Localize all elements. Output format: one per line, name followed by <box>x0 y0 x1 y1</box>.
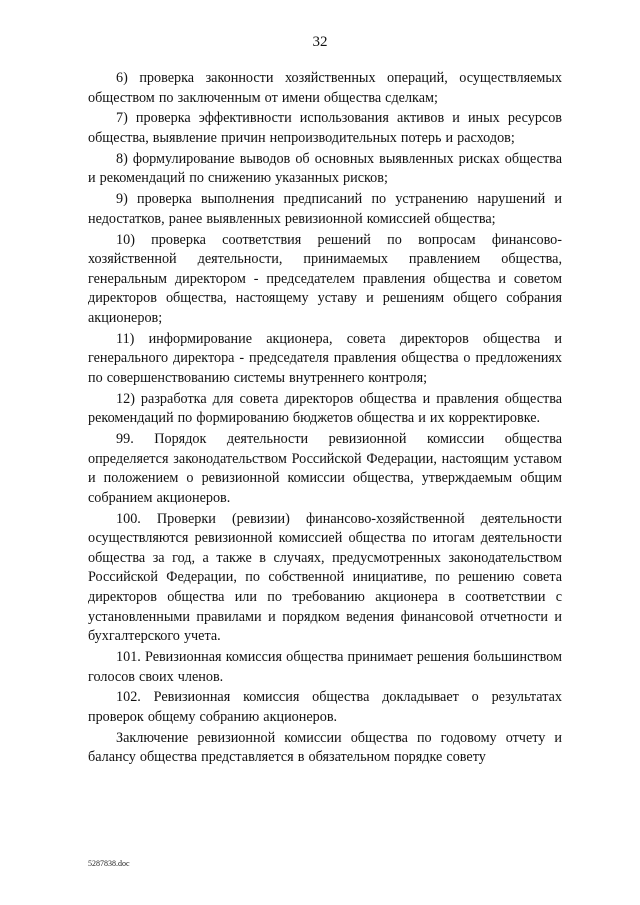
paragraph-item-11: 11) информирование акционера, совета директоров общества и генерального директора - председателя правления общества о предложениях по совершенствованию системы внутреннего контроля; <box>88 330 562 386</box>
paragraph-item-8: 8) формулирование выводов об основных выявленных рисках общества и рекомендаций по снижению указанных рисков; <box>88 150 562 187</box>
paragraph-section-101: 101. Ревизионная комиссия общества принимает решения большинством голосов своих членов. <box>88 648 562 685</box>
footer-filename: 5287838.doc <box>88 859 130 868</box>
paragraph-item-12: 12) разработка для совета директоров общества и правления общества рекомендаций по формированию бюджетов общества и их корректировке. <box>88 390 562 427</box>
paragraph-item-7: 7) проверка эффективности использования активов и иных ресурсов общества, выявление причин непроизводительных потерь и расходов; <box>88 110 562 146</box>
paragraph-section-100: 100. Проверки (ревизии) финансово-хозяйственной деятельности осуществляются ревизионной комиссией общества по итогам деятельности общества за год, а также в случаях, предусмотренных законодательством Российской Федерации, по собственной инициативе, по решению совета директоров общества или по требованию акционера в соответствии с установленными правилами и порядком ведения финансовой отчетности и бухгалтерского учета. <box>88 510 562 645</box>
paragraph-section-99: 99. Порядок деятельности ревизионной комиссии общества определяется законодательством Российской Федерации, настоящим уставом и положением о ревизионной комиссии общества, утверждаемым общим собранием акционеров. <box>88 431 562 506</box>
document-body <box>88 69 562 769</box>
paragraph-item-6: 6) проверка законности хозяйственных операций, осуществляемых обществом по заключенным от имени общества сделкам; <box>88 70 562 106</box>
paragraph-conclusion: Заключение ревизионной комиссии общества по годовому отчету и балансу общества представляется в обязательном порядке совету <box>88 729 562 766</box>
page-number: 32 <box>312 34 328 50</box>
paragraph-item-9: 9) проверка выполнения предписаний по устранению нарушений и недостатков, ранее выявленных ревизионной комиссией общества; <box>88 191 562 227</box>
paragraph-section-102: 102. Ревизионная комиссия общества докладывает о результатах проверок общему собранию акционеров. <box>88 689 562 725</box>
paragraph-item-10: 10) проверка соответствия решений по вопросам финансово-хозяйственной деятельности, принимаемых правлением общества, генеральным директором - председателем правления общества и советом директоров общества, настоящему уставу и решениям общего собрания акционеров; <box>88 231 562 326</box>
